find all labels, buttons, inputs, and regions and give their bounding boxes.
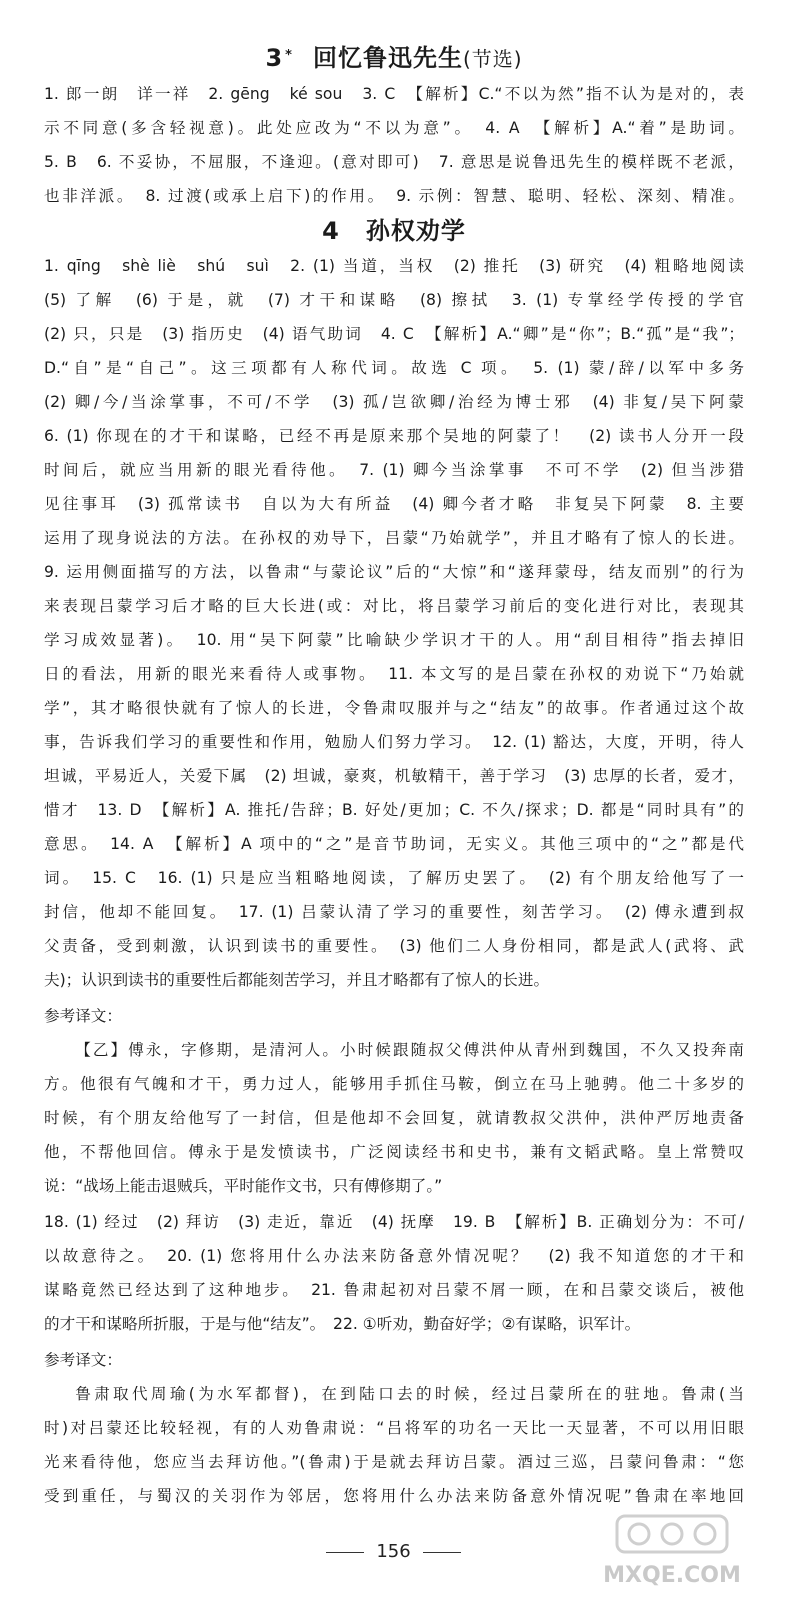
answer-line: 见往事耳 (3) 孤常读书 自以为大有所益 (4) 卿今者才略 非复吴下阿蒙 8. 主要 — [44, 495, 744, 513]
answer-line: 5. B 6. 不妥协，不屈服，不逢迎。(意对即可) 7. 意思是说鲁迅先生的模样既不老派， — [44, 153, 744, 171]
section1-answers — [44, 77, 744, 213]
answer-page — [44, 40, 744, 1513]
section-subtitle: (节选) — [462, 47, 523, 71]
answer-line: 惜才 13. D 【解析】A. 推托/告辞；B. 好处/更加；C. 不久/探求；D. 都是“同时具有”的 — [44, 801, 744, 819]
translation-label: 参考译文： — [44, 1351, 122, 1369]
answer-line: 6. (1) 你现在的才干和谋略，已经不再是原来那个吴地的阿蒙了！ (2) 读书人分开一段 — [44, 427, 744, 445]
footer-dash-left — [326, 1552, 364, 1553]
answer-line: 学”，其才略很快就有了惊人的长进，令鲁肃叹服并与之“结友”的故事。作者通过这个故 — [44, 699, 744, 717]
translation-label: 参考译文： — [44, 1007, 122, 1025]
answer-line: 夫)；认识到读书的重要性后都能刻苦学习，并且才略都有了惊人的长进。 — [44, 971, 550, 989]
answer-line: 日的看法，用新的眼光来看待人或事物。 11. 本文写的是吕蒙在孙权的劝说下“乃始就 — [44, 665, 744, 683]
answer-line: 来表现吕蒙学习后才略的巨大长进(或：对比，将吕蒙学习前后的变化进行对比，表现其 — [44, 597, 744, 615]
translation-line: 时)对吕蒙还比较轻视，有的人劝鲁肃说：“吕将军的功名一天比一天显著，不可以用旧眼 — [44, 1419, 744, 1437]
watermark-text: MXQE.COM — [603, 1563, 741, 1588]
answer-line: 父责备，受到刺激，认识到读书的重要性。 (3) 他们二人身份相同，都是武人(武将、武 — [44, 937, 744, 955]
section-number: 4 — [322, 217, 340, 245]
translation-line: 光来看待他，您应当去拜访他。”(鲁肃)于是就去拜访吕蒙。酒过三巡，吕蒙问鲁肃：“您 — [44, 1453, 744, 1471]
answer-line: 以故意待之。 20. (1) 您将用什么办法来防备意外情况呢？ (2) 我不知道您的才干和 — [44, 1247, 744, 1265]
section-star: * — [285, 48, 293, 63]
answer-line: (5) 了解 (6) 于是，就 (7) 才干和谋略 (8) 擦拭 3. (1) 专掌经学传授的学官 — [44, 291, 744, 309]
answer-line: (2) 只，只是 (3) 指历史 (4) 语气助词 4. C 【解析】A.“卿”是“你”；B.“孤”是“我”； — [44, 325, 744, 343]
answer-line: 的才干和谋略所折服，于是与他“结友”。 22. ①听劝，勤奋好学；②有谋略，识军计。 — [44, 1315, 641, 1333]
answer-line: 1. qīng shè liè shú suì 2. (1) 当道，当权 (2) 推托 (3) 研究 (4) 粗略地阅读 — [44, 257, 744, 275]
answer-line: 1. 郎一朗 详一祥 2. gēng ké sou 3. C 【解析】C.“不以为然”指不认为是对的，表 — [44, 85, 744, 103]
answer-line: D.“自”是“自己”。这三项都有人称代词。故选 C 项。 5. (1) 蒙/辞/以军中多务 — [44, 359, 744, 377]
section2-answers — [44, 249, 744, 997]
page-footer — [0, 1538, 787, 1566]
answer-line: (2) 卿/今/当涂掌事，不可/不学 (3) 孤/岂欲卿/治经为博士邪 (4) 非复/吴下阿蒙 — [44, 393, 744, 411]
translation-line: 时候，有个朋友给他写了一封信，但是他却不会回复，就请教叔父洪仲，洪仲严厉地责备 — [44, 1109, 744, 1127]
section-number: 3 — [265, 44, 284, 72]
answer-line: 谋略竟然已经达到了这种地步。 21. 鲁肃起初对吕蒙不屑一顾，在和吕蒙交谈后，被他 — [44, 1281, 744, 1299]
translation-line: 受到重任，与蜀汉的关羽作为邻居，您将用什么办法来防备意外情况呢”鲁肃在率地回 — [44, 1487, 744, 1505]
answer-line: 也非洋派。 8. 过渡(或承上启下)的作用。 9. 示例：智慧、聪明、轻松、深刻、精准。 — [44, 187, 744, 205]
translation-line: 鲁肃取代周瑜(为水军都督)，在到陆口去的时候，经过吕蒙所在的驻地。鲁肃(当 — [75, 1385, 744, 1403]
answer-line: 示不同意(多含轻视意)。此处应改为“不以为意”。 4. A 【解析】A.“着”是助词。 — [44, 119, 744, 137]
answer-line: 坦诚，平易近人，关爱下属 (2) 坦诚，豪爽，机敏精干，善于学习 (3) 忠厚的长者，爱才， — [44, 767, 744, 785]
section-title-3 — [44, 40, 744, 77]
answer-line: 封信，他却不能回复。 17. (1) 吕蒙认清了学习的重要性，刻苦学习。 (2) 傅永遭到叔 — [44, 903, 744, 921]
answer-line: 意思。 14. A 【解析】A 项中的“之”是音节助词，无实义。其他三项中的“之”都是代 — [44, 835, 744, 853]
translation-block-1 — [44, 999, 744, 1203]
answer-line: 学习成效显著)。 10. 用“吴下阿蒙”比喻缺少学识才干的人。用“刮目相待”指去掉旧 — [44, 631, 744, 649]
answer-line: 9. 运用侧面描写的方法，以鲁肃“与蒙论议”后的“大惊”和“遂拜蒙母，结友而别”的行为 — [44, 563, 744, 581]
page-number: 156 — [376, 1541, 411, 1562]
section-title-text: 孙权劝学 — [365, 217, 466, 245]
answer-line: 时间后，就应当用新的眼光看待他。 7. (1) 卿今当涂掌事 不可不学 (2) 但当涉猎 — [44, 461, 744, 479]
answer-line: 事，告诉我们学习的重要性和作用，勉励人们努力学习。 12. (1) 豁达，大度，开明，待人 — [44, 733, 744, 751]
translation-line: 他，不帮他回信。傅永于是发愤读书，广泛阅读经书和史书，兼有文韬武略。皇上常赞叹 — [44, 1143, 744, 1161]
translation-line: 【乙】傅永，字修期，是清河人。小时候跟随叔父傅洪仲从青州到魏国，不久又投奔南 — [75, 1041, 744, 1059]
answer-line: 词。 15. C 16. (1) 只是应当粗略地阅读，了解历史罢了。 (2) 有个朋友给他写了一 — [44, 869, 744, 887]
footer-dash-right — [423, 1552, 461, 1553]
section-title-4 — [44, 213, 744, 249]
section2b-answers — [44, 1205, 744, 1341]
answer-line: 18. (1) 经过 (2) 拜访 (3) 走近，靠近 (4) 抚摩 19. B 【解析】B. 正确划分为：不可/ — [44, 1213, 744, 1231]
section-title-text: 回忆鲁迅先生 — [312, 44, 463, 72]
answer-line: 运用了现身说法的方法。在孙权的劝导下，吕蒙“乃始就学”，并且才略有了惊人的长进。 — [44, 529, 744, 547]
translation-line: 方。他很有气魄和才干，勇力过人，能够用手抓住马鞍，倒立在马上驰骋。他二十多岁的 — [44, 1075, 744, 1093]
translation-block-2 — [44, 1343, 744, 1513]
translation-line: 说：“战场上能击退贼兵，平时能作文书，只有傅修期了。” — [44, 1177, 443, 1195]
